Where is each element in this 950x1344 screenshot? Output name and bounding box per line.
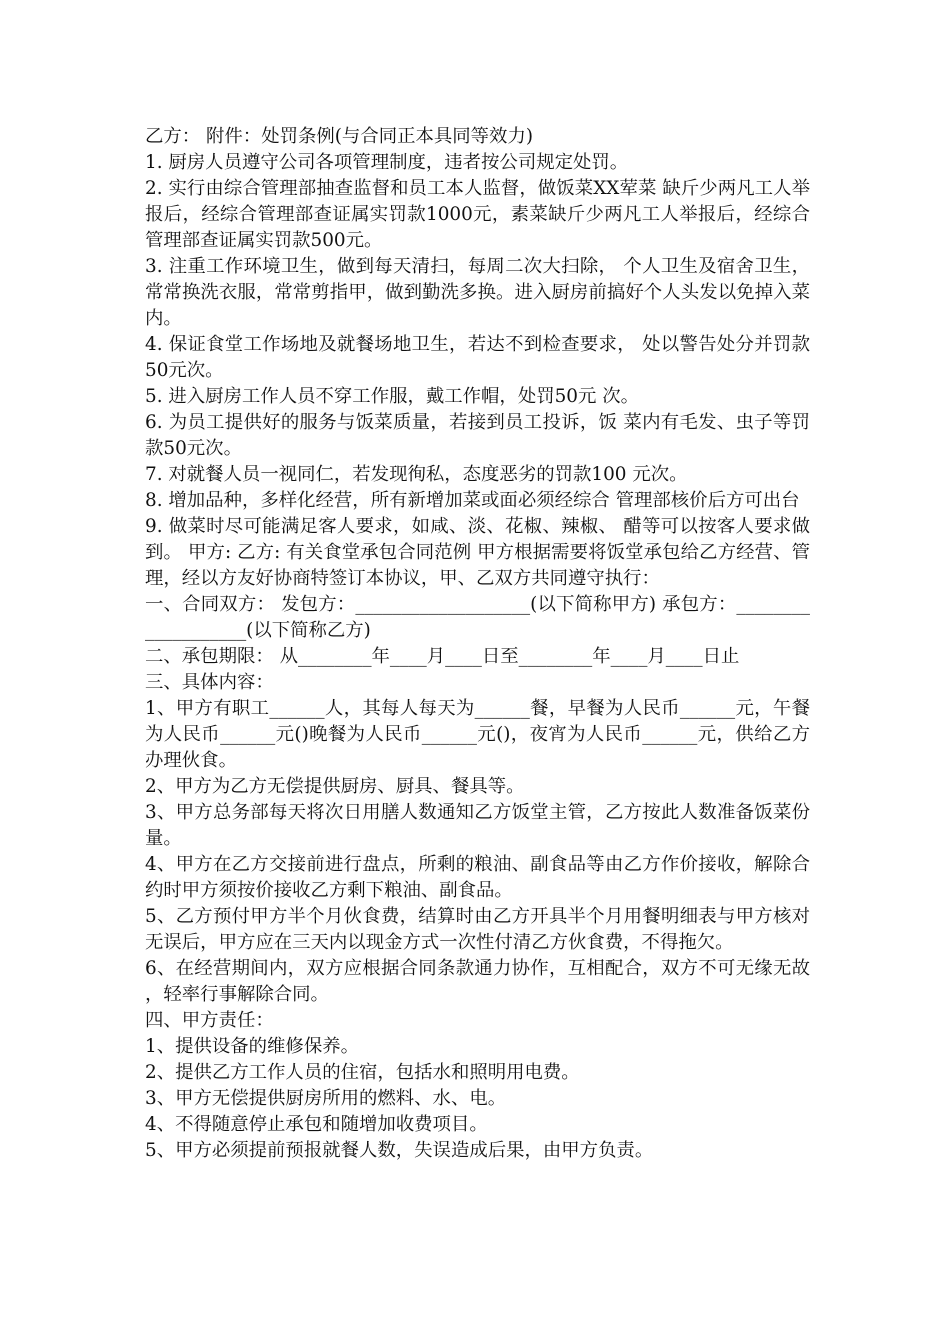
paragraph-appendix-title: 乙方： 附件：处罚条例(与合同正本具同等效力) <box>145 126 534 147</box>
paragraph-section-party-a-duties: 四、甲方责任： <box>145 1010 274 1031</box>
paragraph-content-3: 3、甲方总务部每天将次日用膳人数通知乙方饭堂主管，乙方按此人数准备饭菜份量。 <box>145 802 810 849</box>
paragraph-rule-5: 5. 进入厨房工作人员不穿工作服，戴工作帽，处罚50元 次。 <box>145 386 640 407</box>
paragraph-duty-2: 2、提供乙方工作人员的住宿，包括水和照明用电费。 <box>145 1062 580 1083</box>
document-body <box>145 124 810 1164</box>
paragraph-section-content-heading: 三、具体内容： <box>145 672 274 693</box>
paragraph-rule-2: 2. 实行由综合管理部抽查监督和员工本人监督，做饭菜XX荤菜 缺斤少两凡工人举报后，经综合管理部查证属实罚款1000元，素菜缺斤少两凡工人举报后，经综合管理部查证属实罚款500元。 <box>145 178 810 251</box>
paragraph-rule-8: 8. 增加品种，多样化经营，所有新增加菜或面必须经综合 管理部核价后方可出台 <box>145 490 800 511</box>
paragraph-duty-4: 4、不得随意停止承包和随增加收费项目。 <box>145 1114 488 1135</box>
paragraph-rule-6: 6. 为员工提供好的服务与饭菜质量，若接到员工投诉，饭 菜内有毛发、虫子等罚款50元次。 <box>145 412 810 459</box>
paragraph-rule-4: 4. 保证食堂工作场地及就餐场地卫生，若达不到检查要求， 处以警告处分并罚款50元次。 <box>145 334 810 381</box>
paragraph-duty-1: 1、提供设备的维修保养。 <box>145 1036 359 1057</box>
paragraph-content-5: 5、乙方预付甲方半个月伙食费，结算时由乙方开具半个月用餐明细表与甲方核对无误后，甲方应在三天内以现金方式一次性付清乙方伙食费，不得拖欠。 <box>145 906 810 953</box>
paragraph-rule-7: 7. 对就餐人员一视同仁，若发现徇私，态度恶劣的罚款100 元次。 <box>145 464 688 485</box>
paragraph-content-4: 4、甲方在乙方交接前进行盘点，所剩的粮油、副食品等由乙方作价接收，解除合约时甲方须按价接收乙方剩下粮油、副食品。 <box>145 854 810 901</box>
paragraph-duty-3: 3、甲方无偿提供厨房所用的燃料、水、电。 <box>145 1088 507 1109</box>
paragraph-content-6: 6、在经营期间内，双方应根据合同条款通力协作，互相配合，双方不可无缘无故，轻率行事解除合同。 <box>145 958 810 1005</box>
paragraph-rule-3: 3. 注重工作环境卫生，做到每天清扫，每周二次大扫除， 个人卫生及宿舍卫生，常常换洗衣服，常常剪指甲，做到勤洗多换。进入厨房前搞好个人头发以免掉入菜内。 <box>145 256 810 329</box>
paragraph-rule-1: 1. 厨房人员遵守公司各项管理制度，违者按公司规定处罚。 <box>145 152 629 173</box>
paragraph-section-term: 二、承包期限： 从________年____月____日至________年____月____日止 <box>145 646 740 667</box>
paragraph-rule-9: 9. 做菜时尽可能满足客人要求，如咸、淡、花椒、辣椒、 醋等可以按客人要求做到。 甲方: 乙方: 有关食堂承包合同范例 甲方根据需要将饭堂承包给乙方经营、管理，经以方友好协商特签订本协议，甲、乙双方共同遵守执行： <box>145 516 810 589</box>
paragraph-content-1: 1、甲方有职工______人，其每人每天为______餐，早餐为人民币______元，午餐为人民币______元()晚餐为人民币______元()，夜宵为人民币______元，供给乙方办理伙食。 <box>145 698 810 771</box>
paragraph-content-2: 2、甲方为乙方无偿提供厨房、厨具、餐具等。 <box>145 776 525 797</box>
paragraph-section-parties: 一、合同双方： 发包方：___________________(以下简称甲方) 承包方：___________________(以下简称乙方) <box>145 594 810 641</box>
paragraph-duty-5: 5、甲方必须提前预报就餐人数，失误造成后果，由甲方负责。 <box>145 1140 654 1161</box>
